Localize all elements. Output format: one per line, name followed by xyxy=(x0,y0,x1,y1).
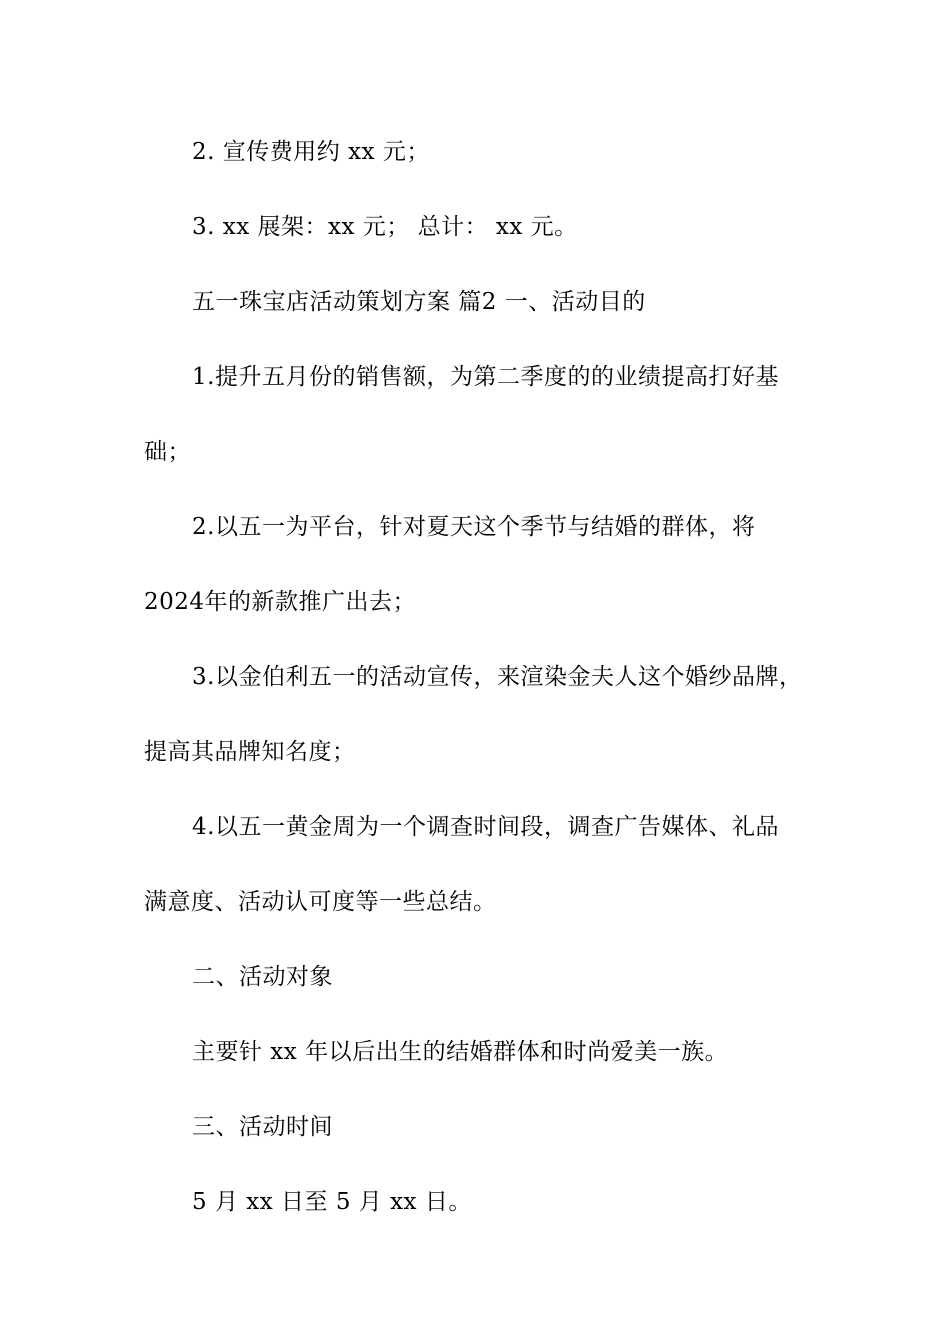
section-heading-time: 三、活动时间 xyxy=(192,1114,333,1140)
budget-item-2: 2. 宣传费用约 xx 元； xyxy=(192,139,430,165)
objective-2-line-2: 2024年的新款推广出去； xyxy=(144,589,417,615)
objective-1-line-1: 1.提升五月份的销售额，为第二季度的的业绩提高打好基 xyxy=(192,364,779,390)
budget-item-3-total: 3. xx 展架：xx 元； 总计： xx 元。 xyxy=(192,214,578,240)
objective-4-line-2: 满意度、活动认可度等一些总结。 xyxy=(144,889,497,915)
section-heading-target: 二、活动对象 xyxy=(192,964,333,990)
objective-3-line-1: 3.以金伯利五一的活动宣传，来渲染金夫人这个婚纱品牌， xyxy=(192,664,803,690)
section-heading-plan-2: 五一珠宝店活动策划方案 篇2 一、活动目的 xyxy=(192,289,646,315)
objective-4-line-1: 4.以五一黄金周为一个调查时间段，调查广告媒体、礼品 xyxy=(192,814,779,840)
objective-2-line-1: 2.以五一为平台，针对夏天这个季节与结婚的群体，将 xyxy=(192,514,756,540)
objective-3-line-2: 提高其品牌知名度； xyxy=(144,739,356,765)
time-description: 5 月 xx 日至 5 月 xx 日。 xyxy=(192,1189,472,1215)
objective-1-line-2: 础； xyxy=(144,439,191,465)
target-description: 主要针 xx 年以后出生的结婚群体和时尚爱美一族。 xyxy=(192,1039,729,1065)
